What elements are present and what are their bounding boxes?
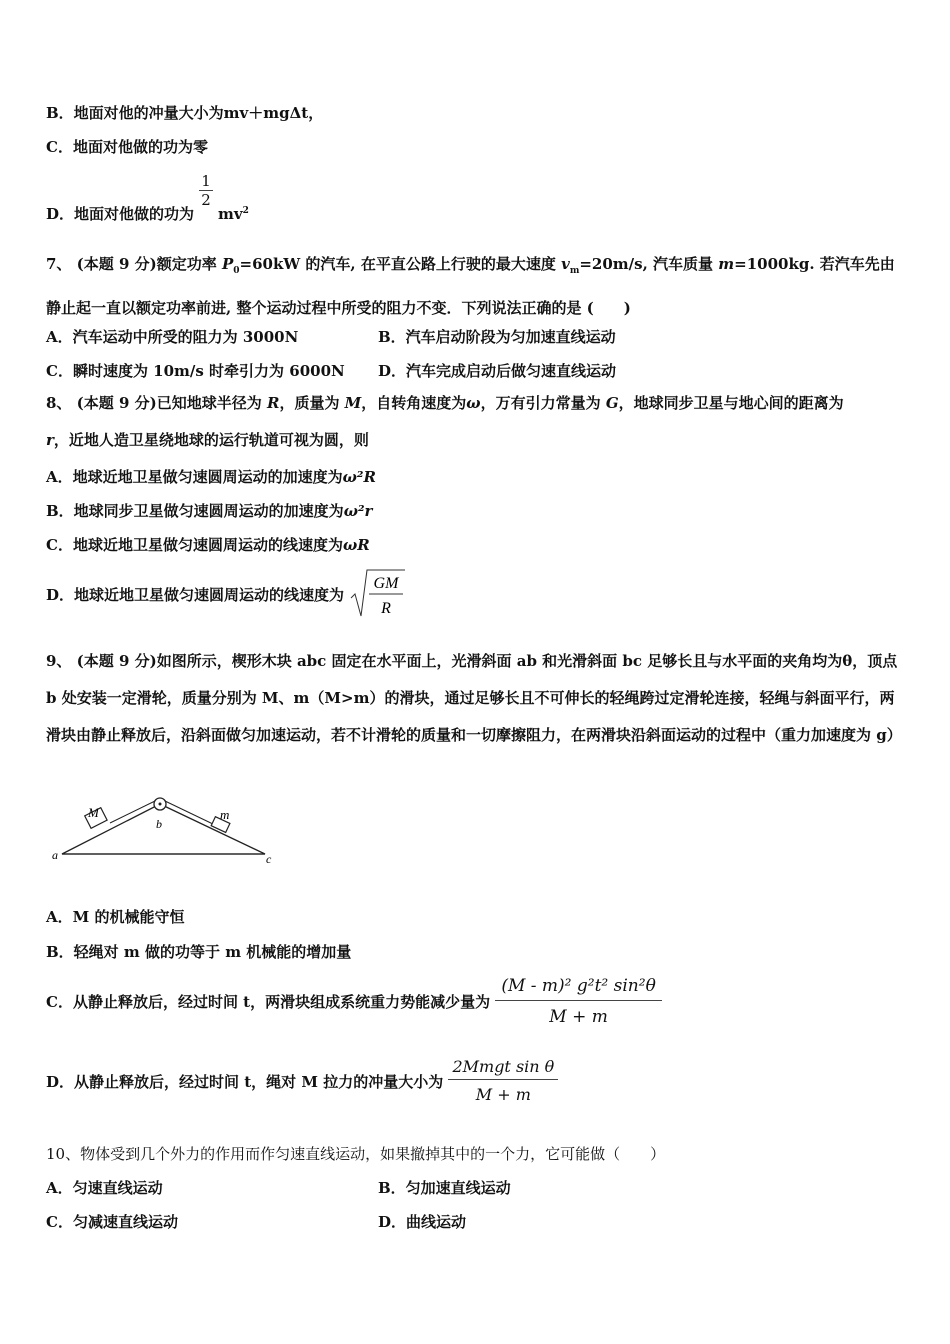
q8-option-a	[46, 466, 376, 487]
fraction-numerator: 1	[201, 172, 211, 190]
var-r: r	[46, 431, 54, 449]
var-P: P	[221, 255, 234, 273]
q10-option-d: D．曲线运动	[378, 1213, 467, 1231]
fraction-denominator: M + m	[495, 1000, 661, 1027]
q10-option-a: A．匀速直线运动	[46, 1179, 163, 1197]
q6-option-c: C．地面对他做的功为零	[46, 138, 208, 156]
q8-option-d	[46, 568, 407, 624]
q8-t5: ，近地人造卫星绕地球的运行轨道可视为圆，则	[53, 431, 369, 449]
q6-option-d	[46, 172, 249, 223]
rope-right	[165, 801, 215, 825]
wedge-pulley-figure	[50, 792, 280, 872]
q8-option-c	[46, 534, 370, 555]
q8-stem	[46, 385, 904, 459]
q10-option-b: B．匀加速直线运动	[378, 1179, 511, 1197]
q7-mid1: =60kW 的汽车, 在平直公路上行驶的最大速度	[239, 255, 562, 273]
sqrt-radical-icon	[349, 568, 407, 620]
fraction-denominator: M + m	[448, 1079, 558, 1104]
label-M: M	[88, 805, 99, 820]
q9-option-a: A．M 的机械能守恒	[46, 908, 185, 926]
q8-t1: ，质量为	[279, 394, 345, 412]
label-a: a	[52, 848, 58, 862]
q7-option-a: A．汽车运动中所受的阻力为 3000N	[46, 328, 299, 346]
label-b: b	[156, 817, 162, 831]
q9-option-d-text: D．从静止释放后，经过时间 t，绳对 M 拉力的冲量大小为	[46, 1072, 444, 1091]
q8-option-b-text: B．地球同步卫星做匀速圆周运动的加速度为	[46, 502, 344, 520]
q8-t4: ，地球同步卫星与地心间的距离为	[618, 394, 844, 412]
q7-stem	[46, 246, 904, 327]
q8-option-d-text: D．地球近地卫星做匀速圆周运动的线速度为	[46, 586, 345, 604]
var-P-sub: 0	[233, 266, 240, 276]
fraction-numerator: 2Mmgt sin θ	[452, 1057, 555, 1076]
label-m: m	[220, 807, 230, 822]
q8-prefix: 8、 (本题 9 分)已知地球半径为	[46, 394, 267, 412]
q10-stem: 10、物体受到几个外力的作用而作匀速直线运动，如果撤掉其中的一个力，它可能做（ ）	[46, 1145, 666, 1163]
q8-option-d-sqrt	[349, 568, 407, 624]
q7-mid2: =20m/s, 汽车质量	[579, 255, 719, 273]
pulley-axle-icon	[159, 803, 162, 806]
q9-stem: 9、 (本题 9 分)如图所示，楔形木块 abc 固定在水平面上，光滑斜面 ab 和光滑斜面 bc 足够长且与水平面的夹角均为θ，顶点 b 处安装一定滑轮，质量分别为 M、m（M>m）的滑块，通过足够长且不可伸长的轻绳跨过定滑轮连接，轻绳与斜面平行，两滑块由静止释放后，沿斜面做匀加速运动，若不计滑轮的质量和一切摩擦阻力，在两滑块沿斜面运动的过程中（重力加速度为 g）	[46, 652, 902, 744]
q7-mid3: =1000kg. 若汽车先由静止起一直以额定功率前进, 整个运动过程中所受的阻力不变．下列说法正确的是 ( )	[46, 255, 895, 317]
var-v: v	[561, 255, 570, 273]
q7-option-c: C．瞬时速度为 10m/s 时牵引力为 6000N	[46, 362, 345, 380]
q8-option-b	[46, 500, 372, 521]
q8-option-a-expr: ω²R	[342, 468, 376, 486]
q8-option-b-expr: ω²r	[343, 502, 373, 520]
q8-option-a-text: A．地球近地卫星做匀速圆周运动的加速度为	[46, 468, 343, 486]
q9-option-d	[46, 1057, 558, 1104]
var-M: M	[344, 394, 362, 412]
q7-prefix: 7、 (本题 9 分)额定功率	[46, 255, 222, 273]
q8-option-c-expr: ωR	[342, 536, 370, 554]
fraction-numerator: (M - m)² g²t² sin²θ	[501, 976, 656, 996]
var-R: R	[266, 394, 280, 412]
q9-option-c-fraction	[495, 976, 661, 1027]
q6-option-b: B．地面对他的冲量大小为mv＋mgΔt，	[46, 104, 324, 122]
fraction-denominator: 2	[201, 191, 211, 209]
q9-option-c-text: C．从静止释放后，经过时间 t，两滑块组成系统重力势能减少量为	[46, 992, 491, 1011]
q8-option-c-text: C．地球近地卫星做匀速圆周运动的线速度为	[46, 536, 343, 554]
q9-option-d-fraction	[448, 1057, 558, 1104]
q6-option-d-expr	[218, 205, 249, 223]
q9-option-b: B．轻绳对 m 做的功等于 m 机械能的增加量	[46, 943, 352, 961]
sqrt-numerator: GM	[373, 575, 399, 592]
q9-option-c	[46, 976, 662, 1027]
var-G: G	[605, 394, 619, 412]
expr-sup: 2	[242, 205, 249, 216]
q10-option-c: C．匀减速直线运动	[46, 1213, 178, 1231]
sqrt-denominator: R	[381, 600, 392, 617]
expr-mv: mv	[218, 204, 243, 223]
rope-left	[110, 801, 155, 823]
var-m: m	[718, 255, 735, 273]
q6-option-d-text: D．地面对他做的功为	[46, 204, 195, 223]
q6-option-d-fraction	[199, 172, 213, 209]
var-omega: ω	[466, 394, 481, 412]
var-v-sub: m	[569, 266, 580, 276]
q7-option-d: D．汽车完成启动后做匀速直线运动	[378, 362, 617, 380]
label-c: c	[266, 852, 272, 866]
q8-t3: ，万有引力常量为	[480, 394, 606, 412]
q8-t2: ，自转角速度为	[361, 394, 467, 412]
q7-option-b: B．汽车启动阶段为匀加速直线运动	[378, 328, 616, 346]
